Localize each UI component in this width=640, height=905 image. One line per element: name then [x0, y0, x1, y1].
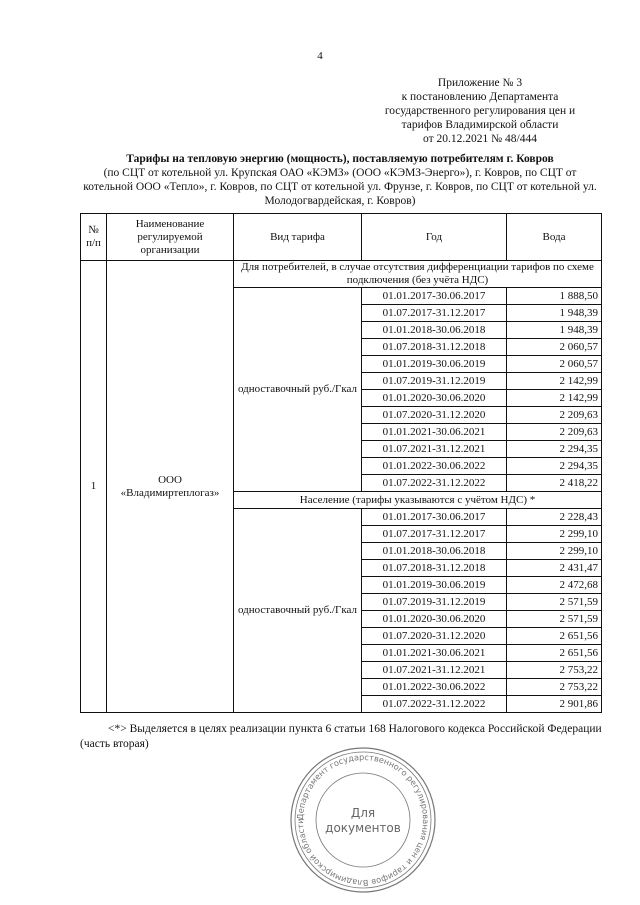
period-cell: 01.01.2021-30.06.2021 [362, 424, 507, 441]
period-cell: 01.07.2019-31.12.2019 [362, 594, 507, 611]
header-tariff-type: Вид тарифа [234, 214, 362, 261]
water-value-cell: 2 431,47 [507, 560, 602, 577]
stamp-center-line: документов [325, 821, 401, 835]
period-cell: 01.07.2020-31.12.2020 [362, 407, 507, 424]
period-cell: 01.01.2019-30.06.2019 [362, 356, 507, 373]
page-number: 4 [317, 50, 323, 62]
title-bold: Тарифы на тепловую энергию (мощность), поставляемую потребителям г. Ковров [126, 153, 554, 165]
stamp-seal [288, 745, 438, 895]
period-cell: 01.07.2021-31.12.2021 [362, 441, 507, 458]
period-cell: 01.01.2022-30.06.2022 [362, 458, 507, 475]
period-cell: 01.07.2022-31.12.2022 [362, 475, 507, 492]
water-value-cell: 2 209,63 [507, 424, 602, 441]
tariff-table [80, 213, 602, 713]
water-value-cell: 2 571,59 [507, 594, 602, 611]
period-cell: 01.07.2018-31.12.2018 [362, 339, 507, 356]
table-body [81, 261, 602, 713]
water-value-cell: 2 651,56 [507, 645, 602, 662]
water-value-cell: 2 299,10 [507, 526, 602, 543]
section-title: Для потребителей, в случае отсутствия дифференциации тарифов по схеме подключения (без учёта НДС) [234, 261, 602, 288]
water-value-cell: 2 142,99 [507, 390, 602, 407]
period-cell: 01.01.2020-30.06.2020 [362, 611, 507, 628]
section-title: Население (тарифы указываются с учётом НДС) * [234, 492, 602, 509]
row-number: 1 [81, 261, 107, 713]
water-value-cell: 2 299,10 [507, 543, 602, 560]
water-value-cell: 2 753,22 [507, 662, 602, 679]
tariff-type: одноставочный руб./Гкал [234, 288, 362, 492]
header-year: Год [362, 214, 507, 261]
period-cell: 01.01.2022-30.06.2022 [362, 679, 507, 696]
header-organization: Наименование регулируемой организации [107, 214, 234, 261]
appendix-line: государственного регулирования цен и [384, 105, 576, 117]
period-cell: 01.07.2020-31.12.2020 [362, 628, 507, 645]
period-cell: 01.07.2022-31.12.2022 [362, 696, 507, 713]
footnote: <*> Выделяется в целях реализации пункта 6 статьи 168 Налогового кодекса Российской Федерации (часть вторая) [80, 723, 602, 750]
section-header-row [81, 261, 602, 288]
header-water: Вода [507, 214, 602, 261]
header-num: № п/п [81, 214, 107, 261]
water-value-cell: 2 209,63 [507, 407, 602, 424]
period-cell: 01.01.2017-30.06.2017 [362, 288, 507, 305]
water-value-cell: 2 753,22 [507, 679, 602, 696]
organization-name: ООО «Владимиртеплогаз» [107, 261, 234, 713]
table-header-row [81, 214, 602, 261]
appendix-line: тарифов Владимирской области [401, 119, 559, 131]
appendix-header [360, 76, 600, 146]
water-value-cell: 2 228,43 [507, 509, 602, 526]
water-value-cell: 2 472,68 [507, 577, 602, 594]
water-value-cell: 2 142,99 [507, 373, 602, 390]
water-value-cell: 2 651,56 [507, 628, 602, 645]
appendix-line: Приложение № 3 [437, 77, 523, 89]
water-value-cell: 2 571,59 [507, 611, 602, 628]
appendix-line: к постановлению Департамента [401, 91, 559, 103]
water-value-cell: 1 948,39 [507, 305, 602, 322]
period-cell: 01.07.2018-31.12.2018 [362, 560, 507, 577]
water-value-cell: 2 901,86 [507, 696, 602, 713]
period-cell: 01.01.2018-30.06.2018 [362, 543, 507, 560]
stamp-ring-text: Департамент государственного регулирования цен и тарифов Владимирской области [294, 751, 432, 889]
title-subtitle: (по СЦТ от котельной ул. Крупская ОАО «КЭМЗ» (ООО «КЭМЗ-Энерго»), г. Ковров, по СЦТ от котельной ООО «Тепло», г. Ковров, по СЦТ от котельной ул. Фрунзе, г. Ковров, по СЦТ от котельной ул. Молодогвардейская, г. Ковров) [83, 167, 597, 207]
stamp-center-line: Для [350, 806, 376, 820]
water-value-cell: 2 060,57 [507, 339, 602, 356]
period-cell: 01.01.2021-30.06.2021 [362, 645, 507, 662]
document-title [80, 152, 600, 208]
period-cell: 01.07.2017-31.12.2017 [362, 305, 507, 322]
period-cell: 01.01.2018-30.06.2018 [362, 322, 507, 339]
period-cell: 01.01.2019-30.06.2019 [362, 577, 507, 594]
water-value-cell: 2 294,35 [507, 441, 602, 458]
period-cell: 01.07.2019-31.12.2019 [362, 373, 507, 390]
appendix-line: от 20.12.2021 № 48/444 [423, 133, 537, 145]
period-cell: 01.07.2021-31.12.2021 [362, 662, 507, 679]
period-cell: 01.01.2017-30.06.2017 [362, 509, 507, 526]
period-cell: 01.01.2020-30.06.2020 [362, 390, 507, 407]
water-value-cell: 1 948,39 [507, 322, 602, 339]
water-value-cell: 2 060,57 [507, 356, 602, 373]
water-value-cell: 2 418,22 [507, 475, 602, 492]
water-value-cell: 1 888,50 [507, 288, 602, 305]
tariff-type: одноставочный руб./Гкал [234, 509, 362, 713]
period-cell: 01.07.2017-31.12.2017 [362, 526, 507, 543]
water-value-cell: 2 294,35 [507, 458, 602, 475]
